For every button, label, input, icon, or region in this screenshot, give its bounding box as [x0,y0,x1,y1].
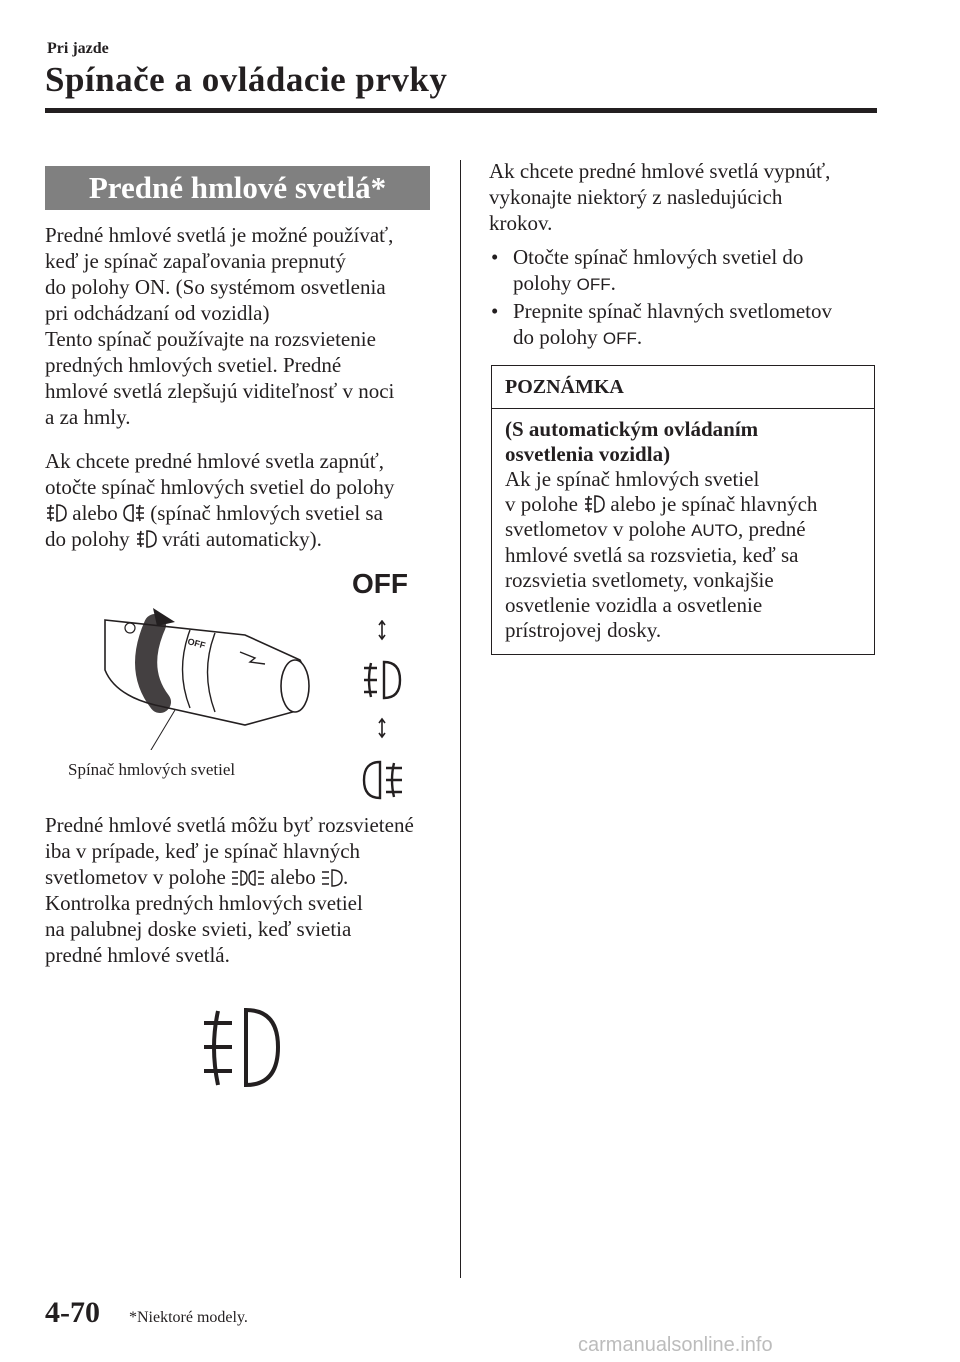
front-fog-indicator-icon [200,1005,282,1090]
watermark: carmanualsonline.info [578,1334,773,1356]
title-rule [45,108,877,113]
column-divider [460,160,461,1278]
intro-paragraph [45,222,445,430]
text-line: alebo (spínač hmlových svetiel sa [45,500,455,526]
figure-caption: Spínač hmlových svetiel [68,760,236,779]
text-line: Ak je spínač hmlových svetiel [505,467,760,491]
note-heading: POZNÁMKA [492,366,874,409]
rear-fog-light-icon [364,762,402,798]
page-number: 4-70 [45,1296,100,1329]
text-line: keď je spínač zapaľovania prepnutý [45,249,346,273]
front-fog-light-icon [135,528,157,550]
note-box [491,365,875,655]
text-line: Predné hmlové svetlá je možné používať, [45,223,394,247]
text-line: vykonajte niektorý z nasledujúcich [489,185,783,209]
text-line: hmlové svetlá sa rozsvietia, keď sa [505,543,799,567]
text-line: rozsvietia svetlomety, vonkajšie [505,568,774,592]
conditions-paragraph [45,812,455,968]
up-down-arrow-icon [379,719,385,737]
text-line: osvetlenie vozidla a osvetlenie [505,593,763,617]
text-line: svetlometov v polohe alebo . [45,865,349,889]
turn-off-steps [489,244,879,352]
list-item: • Prepnite spínač hlavných svetlometov do polohy OFF. [489,298,879,352]
text-line: Predné hmlové svetlá môžu byť rozsvietené [45,813,414,837]
headlights-icon [321,868,343,888]
text-line: predných hmlových svetiel. Predné [45,353,342,377]
text-line: Kontrolka predných hmlových svetiel [45,891,363,915]
off-position-label: OFF [352,568,408,599]
text-line: do polohy ON. (So systémom osvetlenia [45,275,386,299]
section-label: Pri jazde [47,40,109,57]
text-line: predné hmlové svetlá. [45,943,230,967]
text-line: do polohy vráti automaticky). [45,527,322,551]
text-line: svetlometov v polohe AUTO, predné [505,517,806,541]
fog-switch-stalk-illustration [95,600,325,750]
stalk-off-label: OFF [186,636,207,651]
section-banner: Predné hmlové svetlá* [45,166,430,210]
text-line: osvetlenia vozidla) [505,442,671,466]
turn-off-intro [489,158,879,236]
text-line: krokov. [489,211,553,235]
text-line: Ak chcete predné hmlové svetlá vypnúť, [489,159,831,183]
text-line: hmlové svetlá zlepšujú viditeľnosť v noci [45,379,395,403]
footnote: *Niektoré modely. [129,1309,248,1326]
text-line: prístrojovej dosky. [505,618,662,642]
front-fog-light-icon [364,662,400,698]
text-line: otočte spínač hmlových svetiel do polohy [45,475,395,499]
text-line: Tento spínač používajte na rozsvietenie [45,327,376,351]
front-fog-light-icon [583,493,605,515]
text-line: v polohe alebo je spínač hlavných [505,492,818,516]
parking-lights-icon [231,868,265,888]
front-fog-light-icon [45,502,67,524]
note-body [492,409,874,651]
rear-fog-light-icon [123,502,145,524]
up-down-arrow-icon [379,621,385,639]
turn-on-paragraph [45,448,455,552]
text-line: iba v prípade, keď je spínač hlavných [45,839,361,863]
text-line: a za hmly. [45,405,131,429]
text-line: na palubnej doske svieti, keď svietia [45,917,352,941]
text-line: pri odchádzaní od vozidla) [45,301,270,325]
fog-switch-positions [360,620,410,810]
list-item: • Otočte spínač hmlových svetiel do polohy OFF. [489,244,879,298]
text-line: (S automatickým ovládaním [505,417,759,441]
text-line: Ak chcete predné hmlové svetla zapnúť, [45,449,385,473]
page-title: Spínače a ovládacie prvky [45,60,448,99]
